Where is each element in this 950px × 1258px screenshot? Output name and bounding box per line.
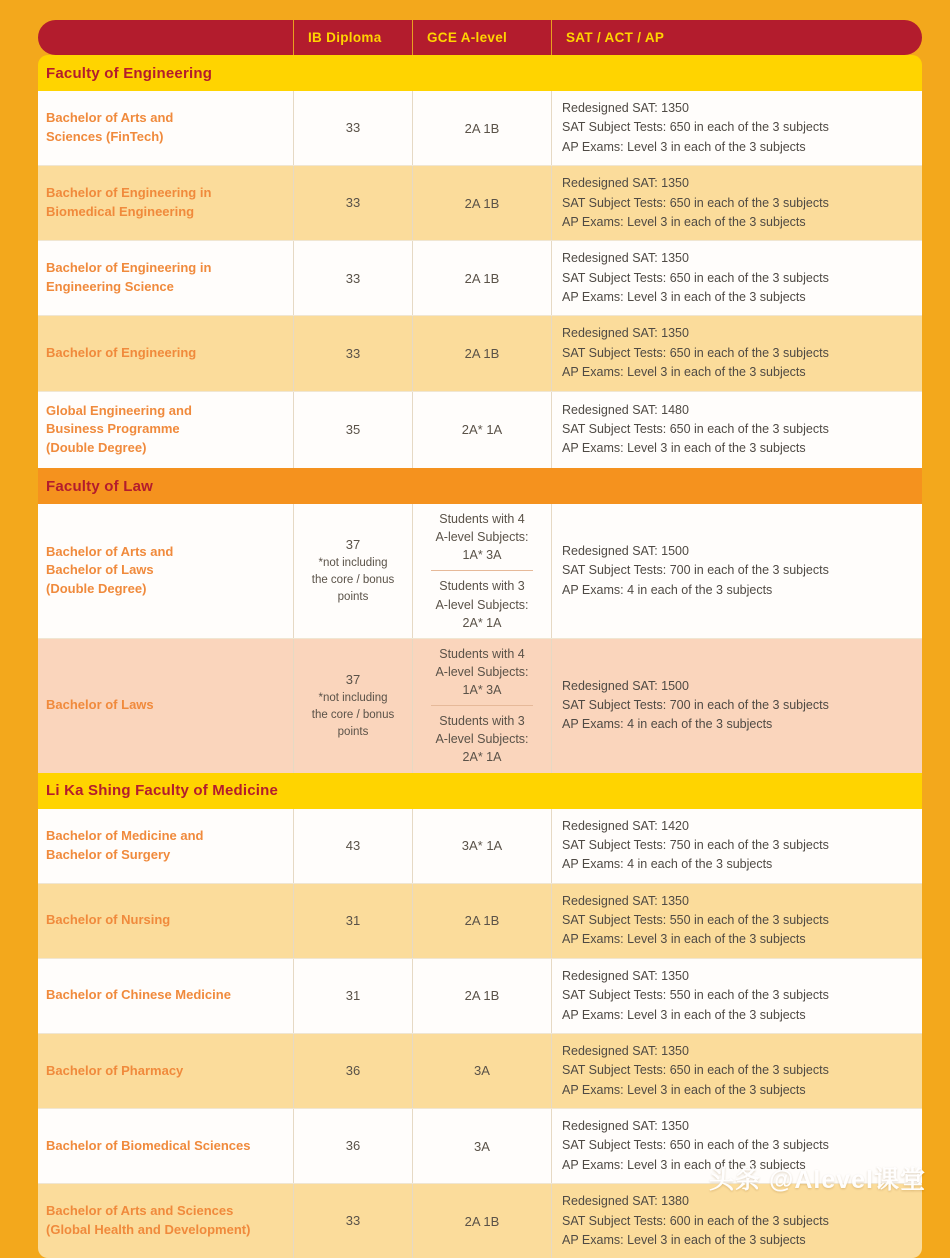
ib-score: 33: [345, 195, 361, 211]
gce-grade: 2A 1B: [464, 195, 500, 211]
ib-note-line: *not including: [318, 691, 388, 704]
sat-requirement-line: SAT Subject Tests: 650 in each of the 3 subjects: [562, 345, 829, 360]
ib-diploma-cell: [293, 809, 412, 883]
gce-a-level-cell: [412, 91, 551, 165]
gce-a-level-cell: [412, 316, 551, 390]
sat-requirement-line: Redesigned SAT: 1350: [562, 893, 689, 908]
gce-a-level-cell: [412, 639, 551, 773]
programme-name-line: Biomedical Engineering: [46, 204, 195, 220]
programme-name-line: Bachelor of Laws: [46, 697, 154, 713]
gce-a-level-cell: [412, 884, 551, 958]
sat-requirement-line: AP Exams: Level 3 in each of the 3 subjects: [562, 139, 806, 154]
ib-diploma-cell: [293, 392, 412, 469]
sat-requirement-line: AP Exams: Level 3 in each of the 3 subjects: [562, 1082, 806, 1097]
programme-name-cell: [38, 504, 293, 638]
programme-name-cell: [38, 241, 293, 315]
programme-name-cell: [38, 959, 293, 1033]
gce-a-level-cell: [412, 959, 551, 1033]
sat-requirement-line: Redesigned SAT: 1500: [562, 543, 689, 558]
sat-requirement-line: AP Exams: Level 3 in each of the 3 subjects: [562, 932, 806, 947]
programme-name-line: Bachelor of Engineering in: [46, 260, 212, 276]
sat-requirement-line: SAT Subject Tests: 650 in each of the 3 subjects: [562, 270, 829, 285]
table-row: [38, 91, 922, 166]
gce-a-level-cell: [412, 809, 551, 883]
sat-requirement-line: SAT Subject Tests: 650 in each of the 3 subjects: [562, 120, 829, 135]
programme-name-line: (Global Health and Development): [46, 1222, 251, 1238]
header-cell-gce-a-level: GCE A-level: [412, 20, 551, 55]
ib-score: 37: [345, 537, 361, 553]
ib-note-line: the core / bonus: [311, 708, 395, 721]
ib-score: 31: [345, 912, 361, 928]
gce-subcell-line: Students with 3: [439, 714, 525, 729]
faculty-banner: Faculty of Engineering: [38, 55, 922, 91]
sat-act-ap-cell: [551, 959, 922, 1033]
gce-a-level-cell: [412, 1034, 551, 1108]
sat-requirement-line: SAT Subject Tests: 650 in each of the 3 subjects: [562, 1063, 829, 1078]
programme-name-line: (Double Degree): [46, 581, 147, 597]
programme-name-line: Bachelor of Medicine and: [46, 827, 204, 843]
gce-subcell-line: 1A* 3A: [462, 683, 502, 698]
faculty-section: [38, 55, 922, 468]
sat-requirement-line: AP Exams: Level 3 in each of the 3 subjects: [562, 1007, 806, 1022]
sat-requirement-line: SAT Subject Tests: 750 in each of the 3 subjects: [562, 837, 829, 852]
table-row: [38, 809, 922, 884]
programme-name-line: Bachelor of Engineering in: [46, 185, 212, 201]
table-row: [38, 884, 922, 959]
gce-a-level-cell: [412, 166, 551, 240]
sat-requirement-line: AP Exams: 4 in each of the 3 subjects: [562, 717, 773, 732]
sat-requirement-line: AP Exams: Level 3 in each of the 3 subjects: [562, 1232, 806, 1247]
sat-requirement-line: Redesigned SAT: 1350: [562, 251, 689, 266]
sat-requirement-line: Redesigned SAT: 1350: [562, 176, 689, 191]
ib-diploma-cell: [293, 241, 412, 315]
sat-requirement-line: AP Exams: Level 3 in each of the 3 subjects: [562, 1157, 806, 1172]
programme-name-line: Bachelor of Engineering: [46, 345, 197, 361]
programme-name-cell: [38, 1184, 293, 1258]
table-row: [38, 166, 922, 241]
programme-name-line: Bachelor of Arts and: [46, 110, 174, 126]
sat-requirement-line: AP Exams: 4 in each of the 3 subjects: [562, 857, 773, 872]
sat-requirement-line: SAT Subject Tests: 550 in each of the 3 subjects: [562, 913, 829, 928]
ib-diploma-cell: [293, 1184, 412, 1258]
gce-subcell: [431, 504, 532, 570]
sat-requirement-line: Redesigned SAT: 1500: [562, 678, 689, 693]
ib-score: 35: [345, 422, 361, 438]
ib-diploma-cell: [293, 504, 412, 638]
ib-score: 31: [345, 988, 361, 1004]
gce-grade: 3A: [474, 1138, 490, 1154]
sat-act-ap-cell: [551, 1034, 922, 1108]
programme-name-line: (Double Degree): [46, 440, 147, 456]
table-row: [38, 316, 922, 391]
sat-act-ap-cell: [551, 241, 922, 315]
programme-name-cell: [38, 1034, 293, 1108]
sat-act-ap-cell: [551, 809, 922, 883]
programme-name-line: Bachelor of Arts and: [46, 543, 174, 559]
sat-requirement-line: AP Exams: 4 in each of the 3 subjects: [562, 582, 773, 597]
header-cell-ib-diploma: IB Diploma: [293, 20, 412, 55]
gce-a-level-cell: [412, 1109, 551, 1183]
gce-subcell-line: A-level Subjects:: [435, 597, 529, 612]
gce-subcell-line: A-level Subjects:: [435, 732, 529, 747]
gce-grade: 3A: [474, 1063, 490, 1079]
sat-requirement-line: SAT Subject Tests: 700 in each of the 3 subjects: [562, 697, 829, 712]
programme-name-line: Bachelor of Arts and Sciences: [46, 1203, 234, 1219]
watermark: 头条 @Alevel课堂: [709, 1166, 926, 1194]
faculty-banner: Faculty of Law: [38, 468, 922, 504]
sat-requirement-line: SAT Subject Tests: 650 in each of the 3 subjects: [562, 1138, 829, 1153]
ib-score: 36: [345, 1063, 361, 1079]
table-row: [38, 241, 922, 316]
programme-name-line: Bachelor of Chinese Medicine: [46, 987, 231, 1003]
gce-subcell-line: Students with 3: [439, 579, 525, 594]
gce-subcell: [431, 570, 532, 637]
gce-a-level-cell: [412, 241, 551, 315]
gce-grade: 2A* 1A: [461, 422, 503, 438]
sat-requirement-line: AP Exams: Level 3 in each of the 3 subjects: [562, 214, 806, 229]
programme-name-line: Engineering Science: [46, 279, 174, 295]
sat-act-ap-cell: [551, 504, 922, 638]
programme-name-cell: [38, 639, 293, 773]
gce-subcell-line: 1A* 3A: [462, 548, 502, 563]
programme-name-line: Sciences (FinTech): [46, 129, 164, 145]
programme-name-cell: [38, 1109, 293, 1183]
sat-act-ap-cell: [551, 884, 922, 958]
programme-name-line: Bachelor of Biomedical Sciences: [46, 1137, 251, 1153]
ib-diploma-cell: [293, 316, 412, 390]
sat-requirement-line: Redesigned SAT: 1350: [562, 1119, 689, 1134]
gce-grade: 3A* 1A: [461, 838, 503, 854]
ib-diploma-cell: [293, 91, 412, 165]
table-header-row: [38, 20, 922, 55]
programme-name-line: Bachelor of Nursing: [46, 912, 171, 928]
table-row: [38, 504, 922, 639]
sat-act-ap-cell: [551, 316, 922, 390]
ib-diploma-cell: [293, 884, 412, 958]
sat-requirement-line: SAT Subject Tests: 700 in each of the 3 subjects: [562, 563, 829, 578]
faculty-section: [38, 468, 922, 773]
gce-subcell-line: Students with 4: [439, 512, 525, 527]
gce-subcell: [431, 639, 532, 705]
ib-diploma-cell: [293, 1034, 412, 1108]
gce-subcell-line: A-level Subjects:: [435, 664, 529, 679]
sat-act-ap-cell: [551, 392, 922, 469]
programme-name-line: Business Programme: [46, 421, 180, 437]
gce-a-level-cell: [412, 504, 551, 638]
programme-name-line: Bachelor of Surgery: [46, 846, 171, 862]
sat-requirement-line: AP Exams: Level 3 in each of the 3 subjects: [562, 441, 806, 456]
ib-note-line: points: [337, 591, 369, 604]
programme-name-line: Bachelor of Laws: [46, 562, 154, 578]
gce-subcell-line: A-level Subjects:: [435, 530, 529, 545]
gce-grade: 2A 1B: [464, 988, 500, 1004]
gce-subcell-line: Students with 4: [439, 646, 525, 661]
programme-name-cell: [38, 316, 293, 390]
table-row: [38, 639, 922, 773]
sat-requirement-line: Redesigned SAT: 1350: [562, 326, 689, 341]
ib-diploma-cell: [293, 1109, 412, 1183]
ib-diploma-cell: [293, 959, 412, 1033]
sat-requirement-line: Redesigned SAT: 1380: [562, 1194, 689, 1209]
ib-note-line: points: [337, 726, 369, 739]
sat-requirement-line: Redesigned SAT: 1480: [562, 402, 689, 417]
sat-requirement-line: Redesigned SAT: 1350: [562, 1043, 689, 1058]
sat-requirement-line: SAT Subject Tests: 650 in each of the 3 subjects: [562, 195, 829, 210]
table-row: [38, 392, 922, 469]
table-row: [38, 959, 922, 1034]
programme-name-cell: [38, 392, 293, 469]
sat-requirement-line: SAT Subject Tests: 600 in each of the 3 subjects: [562, 1213, 829, 1228]
ib-note-line: *not including: [318, 556, 388, 569]
sat-requirement-line: Redesigned SAT: 1420: [562, 818, 689, 833]
programme-name-cell: [38, 809, 293, 883]
gce-a-level-cell: [412, 392, 551, 469]
sat-act-ap-cell: [551, 91, 922, 165]
ib-score: 37: [345, 672, 361, 688]
gce-subcell: [431, 705, 532, 772]
gce-grade: 2A 1B: [464, 913, 500, 929]
programme-name-cell: [38, 166, 293, 240]
sat-requirement-line: AP Exams: Level 3 in each of the 3 subjects: [562, 290, 806, 304]
sat-requirement-line: SAT Subject Tests: 650 in each of the 3 subjects: [562, 422, 829, 437]
header-cell-programme: [38, 20, 293, 55]
ib-note-line: the core / bonus: [311, 574, 395, 587]
ib-diploma-cell: [293, 639, 412, 773]
gce-subcell-line: 2A* 1A: [462, 750, 502, 765]
ib-score: 33: [345, 270, 361, 286]
gce-grade: 2A 1B: [464, 1213, 500, 1229]
gce-grade: 2A 1B: [464, 345, 500, 361]
admissions-requirements-table: [38, 20, 922, 1258]
sat-act-ap-cell: [551, 639, 922, 773]
programme-name-line: Global Engineering and: [46, 402, 192, 418]
sat-requirement-line: Redesigned SAT: 1350: [562, 968, 689, 983]
gce-subcell-line: 2A* 1A: [462, 615, 502, 630]
ib-score: 36: [345, 1138, 361, 1154]
ib-score: 43: [345, 837, 361, 853]
ib-diploma-cell: [293, 166, 412, 240]
programme-name-line: Bachelor of Pharmacy: [46, 1062, 184, 1078]
ib-score: 33: [345, 1213, 361, 1229]
gce-grade: 2A 1B: [464, 120, 500, 136]
faculty-banner: Li Ka Shing Faculty of Medicine: [38, 773, 922, 809]
sat-act-ap-cell: [551, 166, 922, 240]
gce-grade: 2A 1B: [464, 270, 500, 286]
ib-score: 33: [345, 120, 361, 136]
sat-requirement-line: AP Exams: Level 3 in each of the 3 subjects: [562, 365, 806, 380]
sat-requirement-line: SAT Subject Tests: 550 in each of the 3 subjects: [562, 988, 829, 1003]
programme-name-cell: [38, 884, 293, 958]
programme-name-cell: [38, 91, 293, 165]
sat-requirement-line: Redesigned SAT: 1350: [562, 101, 689, 115]
gce-a-level-cell: [412, 1184, 551, 1258]
header-cell-sat-act-ap: SAT / ACT / AP: [551, 20, 922, 55]
ib-score: 33: [345, 345, 361, 361]
table-row: [38, 1034, 922, 1109]
